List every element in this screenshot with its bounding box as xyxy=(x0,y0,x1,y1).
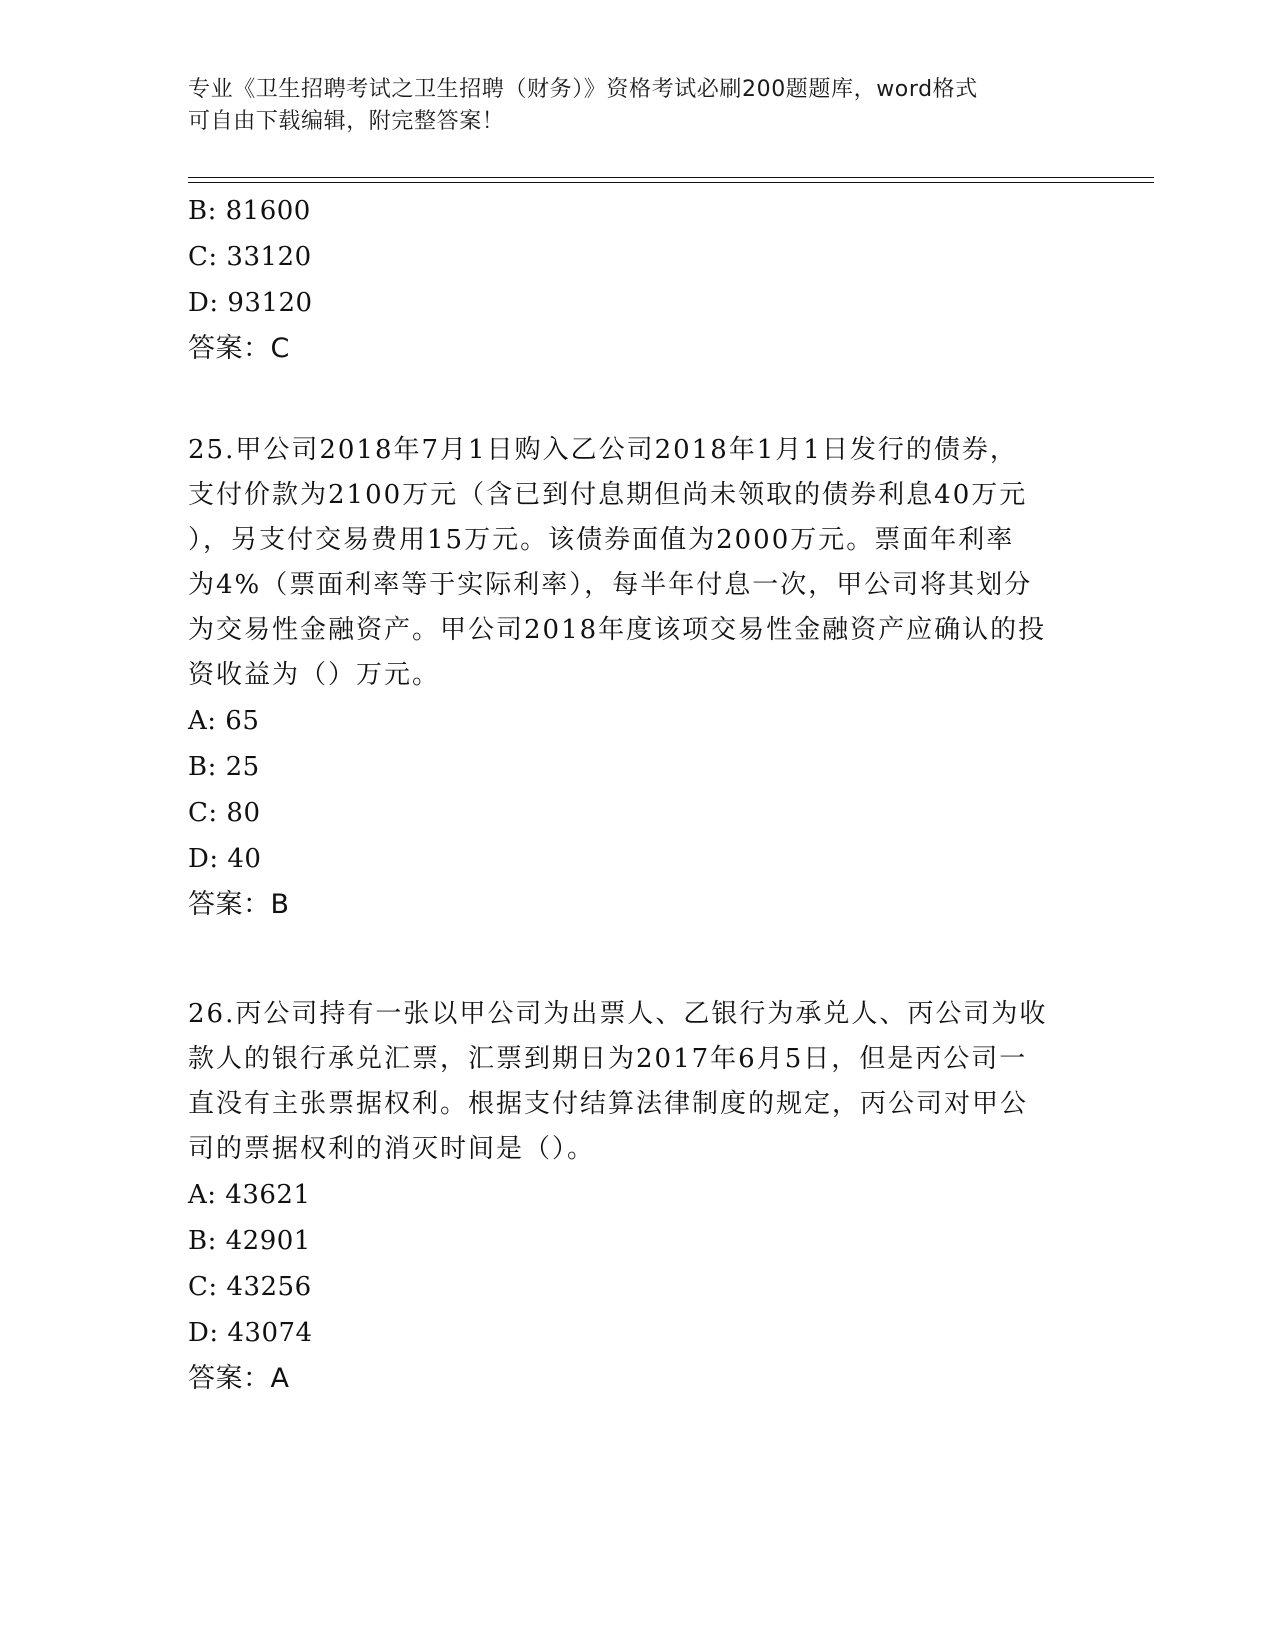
question-text-line: 直没有主张票据权利。根据支付结算法律制度的规定，丙公司对甲公 xyxy=(188,1089,1029,1119)
option-b: B: 25 xyxy=(188,752,260,782)
spacer xyxy=(188,372,1088,428)
answer-line: 答案：C xyxy=(188,333,290,364)
document-header xyxy=(188,74,1068,138)
question-text-line: 26.丙公司持有一张以甲公司为出票人、乙银行为承兑人、丙公司为收 xyxy=(188,999,1048,1029)
question-text-line: 支付价款为2100万元（含已到付息期但尚未领取的债券利息40万元 xyxy=(188,480,1028,510)
question-text xyxy=(188,428,1088,698)
question-text-line: 为交易性金融资产。甲公司2018年度该项交易性金融资产应确认的投 xyxy=(188,615,1047,645)
option-d: D: 93120 xyxy=(188,288,313,318)
question-content xyxy=(188,188,1088,1402)
question-text-line: ），另支付交易费用15万元。该债券面值为2000万元。票面年利率 xyxy=(188,525,1015,555)
header-line-1: 专业《卫生招聘考试之卫生招聘（财务）》资格考试必刷200题题库，word格式 xyxy=(188,77,978,102)
previous-question-tail xyxy=(188,188,1088,372)
answer-line: 答案：A xyxy=(188,1363,290,1394)
question-text xyxy=(188,992,1088,1172)
option-d: D: 43074 xyxy=(188,1318,313,1348)
option-b: B: 42901 xyxy=(188,1226,311,1256)
option-c: C: 43256 xyxy=(188,1272,312,1302)
header-divider-top xyxy=(188,177,1154,178)
option-d: D: 40 xyxy=(188,844,262,874)
question-25 xyxy=(188,428,1088,928)
option-c: C: 80 xyxy=(188,798,261,828)
question-text-line: 款人的银行承兑汇票，汇票到期日为2017年6月5日，但是丙公司一 xyxy=(188,1044,1028,1074)
header-line-2: 可自由下载编辑，附完整答案！ xyxy=(188,109,505,134)
question-text-line: 司的票据权利的消灭时间是（）。 xyxy=(188,1134,596,1164)
option-a: A: 43621 xyxy=(188,1180,311,1210)
question-text-line: 25.甲公司2018年7月1日购入乙公司2018年1月1日发行的债券， xyxy=(188,435,1018,465)
question-26 xyxy=(188,992,1088,1402)
option-a: A: 65 xyxy=(188,706,260,736)
question-text-line: 为4%（票面利率等于实际利率），每半年付息一次，甲公司将其划分 xyxy=(188,570,1033,600)
question-text-line: 资收益为（）万元。 xyxy=(188,660,441,690)
header-divider-bottom xyxy=(188,182,1154,183)
option-c: C: 33120 xyxy=(188,242,312,272)
spacer xyxy=(188,928,1088,992)
answer-line: 答案：B xyxy=(188,889,290,920)
option-b: B: 81600 xyxy=(188,196,311,226)
